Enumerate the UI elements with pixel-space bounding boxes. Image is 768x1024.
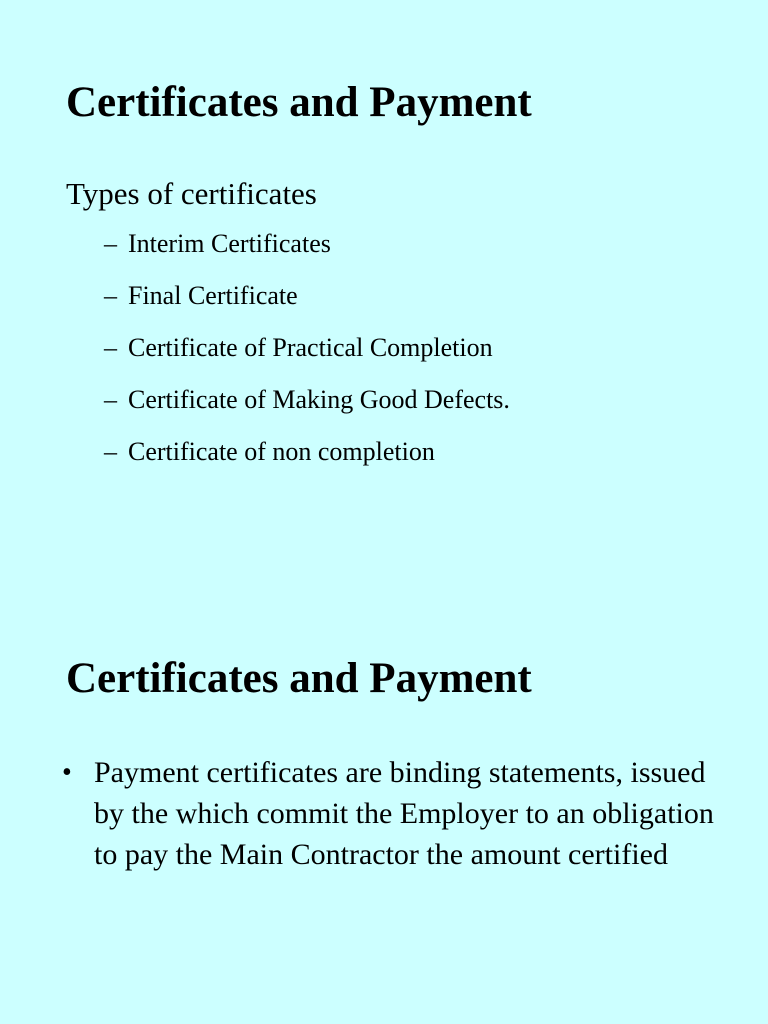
slide-1-title: Certificates and Payment (66, 79, 532, 126)
list-item (104, 432, 510, 484)
dash-marker: – (104, 437, 117, 466)
slide-2 (0, 512, 768, 1024)
dash-marker: – (104, 229, 117, 258)
certificate-types-list (104, 224, 510, 484)
bullet-text: Payment certificates are binding statements, issued by the which commit the Employer to an obligation to pay the Main Contractor the amount certified (94, 756, 714, 871)
types-heading: Types of certificates (66, 176, 317, 211)
list-item-text: Final Certificate (128, 281, 298, 310)
dash-marker: – (104, 385, 117, 414)
bullet-item (62, 752, 722, 875)
list-item-text: Certificate of Making Good Defects. (128, 385, 510, 414)
dash-marker: – (104, 281, 117, 310)
list-item (104, 276, 510, 328)
list-item-text: Certificate of non completion (128, 437, 435, 466)
list-item (104, 328, 510, 380)
dash-marker: – (104, 333, 117, 362)
list-item (104, 380, 510, 432)
slide-2-title: Certificates and Payment (66, 655, 532, 702)
list-item-text: Interim Certificates (128, 229, 331, 258)
list-item (104, 224, 510, 276)
bullet-marker: • (62, 757, 72, 788)
list-item-text: Certificate of Practical Completion (128, 333, 493, 362)
